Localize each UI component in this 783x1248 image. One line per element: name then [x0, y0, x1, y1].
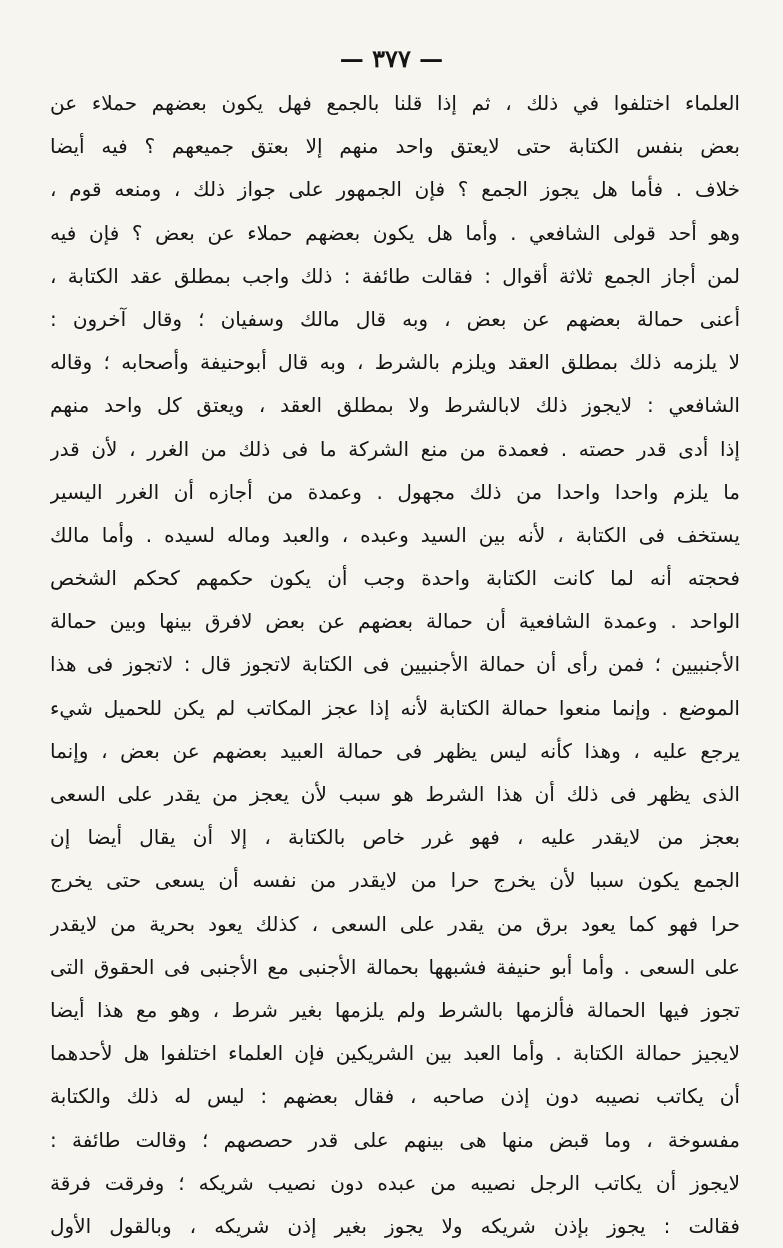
text-line: أن يكاتب نصيبه دون إذن صاحبه ، فقال بعضهم : ليس له ذلك والكتابة	[50, 1084, 740, 1109]
text-line: على السعى . وأما أبو حنيفة فشبهها بحمالة الأجنبى مع الأجنبى فى الحقوق التى	[50, 954, 740, 979]
text-line: يرجع عليه ، وهذا كأنه ليس يظهر فى حمالة العبيد بعضهم عن بعض ، وإنما	[50, 738, 740, 763]
text-line: العلماء اختلفوا في ذلك ، ثم إذا قلنا بالجمع فهل يكون بعضهم حملاء عن	[50, 91, 740, 115]
text-line: أعنى حمالة بعضهم عن بعض ، وبه قال مالك وسفيان ؛ وقال آخرون :	[50, 306, 740, 331]
text-line: الواحد . وعمدة الشافعية أن حمالة بعضهم عن بعض لافرق بينها وبين حمالة	[50, 609, 740, 634]
text-line: لمن أجاز الجمع ثلاثة أقوال : فقالت طائفة : ذلك واجب بمطلق عقد الكتابة ،	[50, 263, 740, 288]
text-line: الشافعي : لايجوز ذلك لابالشرط ولا بمطلق العقد ، ويعتق كل واحد منهم	[50, 393, 740, 418]
text-line: تجوز فيها الحمالة فألزمها بالشرط ولم يلزمها بغير شرط ، وهو مع هذا أيضا	[50, 997, 740, 1022]
text-line: الموضع . وإنما منعوا حمالة الكتابة لأنه إذا عجز المكاتب لم يكن للحميل شيء	[50, 695, 740, 720]
text-line: فقالت : يجوز بإذن شريكه ولا يجوز بغير إذن شريكه ، وبالقول الأول	[50, 1213, 740, 1238]
text-line: فحجته أنه لما كانت الكتابة واحدة وجب أن يكون حكمهم كحكم الشخص	[50, 566, 740, 591]
text-line: إذا أدى قدر حصته . فعمدة من منع الشركة ما فى ذلك من الغرر ، لأن قدر	[50, 436, 740, 461]
body-text	[50, 82, 740, 1248]
text-line: بعجز من لايقدر عليه ، فهو غرر خاص بالكتابة ، إلا أن يقال أيضا إن	[50, 825, 740, 850]
text-line: ما يلزم واحدا واحدا من ذلك مجهول . وعمدة من أجازه أن الغرر اليسير	[50, 479, 740, 504]
text-line: يستخف فى الكتابة ، لأنه بين السيد وعبده ، والعبد وماله لسيده . وأما مالك	[50, 522, 740, 547]
text-line: حرا فهو كما يعود برق من يقدر على السعى ، كذلك يعود بحرية من لايقدر	[50, 911, 740, 936]
text-line: لا يلزمه ذلك بمطلق العقد ويلزم بالشرط ، وبه قال أبوحنيفة وأصحابه ؛ وقاله	[50, 350, 740, 375]
text-line: بعض بنفس الكتابة حتى لايعتق واحد منهم إلا بعتق جميعهم ؟ فيه أيضا	[50, 134, 740, 159]
text-line: وهو أحد قولى الشافعي . وأما هل يكون بعضهم حملاء عن بعض ؟ فإن فيه	[50, 220, 740, 245]
text-line: الذى يظهر فى ذلك أن هذا الشرط هو سبب لأن يعجز من يقدر على السعى	[50, 782, 740, 806]
text-line: الجمع يكون سببا لأن يخرج حرا من لايقدر من نفسه أن يسعى حتى يخرج	[50, 868, 740, 893]
text-line: الأجنبيين ؛ فمن رأى أن حمالة الأجنبيين فى الكتابة لاتجوز قال : لاتجوز فى هذا	[50, 652, 740, 677]
page-number: — ٣٧٧ —	[339, 44, 444, 73]
text-line: خلاف . فأما هل يجوز الجمع ؟ فإن الجمهور على جواز ذلك ، ومنعه قوم ،	[50, 177, 740, 202]
text-line: مفسوخة ، وما قبض منها هى بينهم على قدر حصصهم ؛ وقالت طائفة :	[50, 1127, 740, 1152]
text-line: لايجوز أن يكاتب الرجل نصيبه من عبده دون نصيب شريكه ؛ وفرقت فرقة	[50, 1170, 740, 1195]
text-line: لايجيز حمالة الكتابة . وأما العبد بين الشريكين فإن العلماء اختلفوا هل لأحدهما	[50, 1041, 740, 1066]
